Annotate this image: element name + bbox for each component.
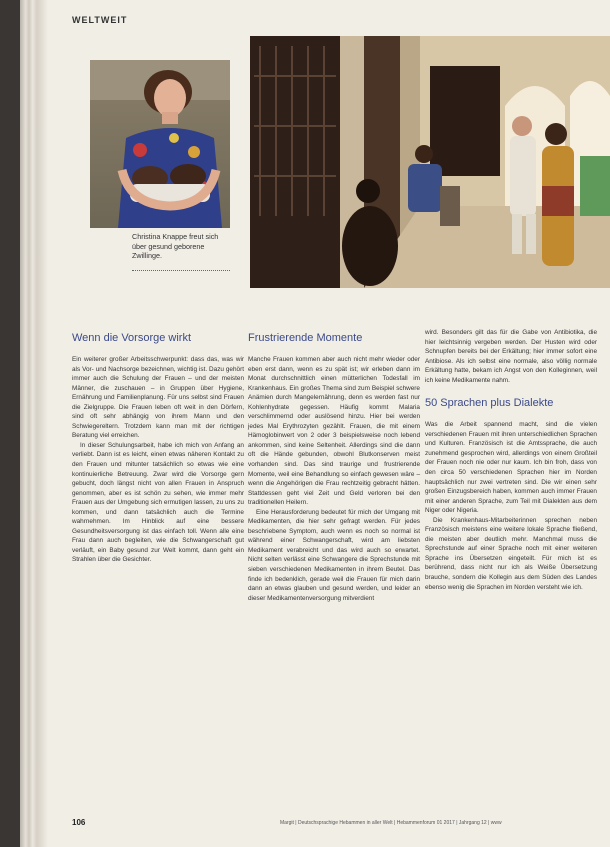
caption-divider	[132, 270, 230, 271]
paragraph: In dieser Schulungsarbeit, habe ich mich von Anfang an verliebt. Dann ist es leicht, einen etwas näheren Kontakt zu den Frauen und mitunter tatsächlich so etwas wie eine kontinuierliche Betreuung. Zwar wird die Vorsorge gern gebucht, doch längst nicht von allen Frauen in Anspruch genommen, aber es ist schön zu sehen, wie immer mehr Frauen aus der Umgebung sich ermutigen lassen, zu uns zu kommen, und dann tatsächlich auch die Termine wahrnehmen. Im Hinblick auf eine bessere Gesundheitsversorgung ist das einfach toll. Wenn alle eine Frau dann auch begleiten, wie die Schwangerschaft gut verläuft, ein Baby gesund zur Welt kommt, dann geht ein Strahlen über die Gesichter.	[72, 441, 244, 564]
photo-midwife-with-twins	[90, 60, 230, 228]
paragraph: Eine Herausforderung bedeutet für mich der Umgang mit Medikamenten, die hier sehr gefragt werden. Für jedes beschriebene Symptom, auch wenn es noch so normal ist während einer Schwangerschaft, wird am liebsten Medikament verabreicht und das wird auch so erwartet. Nicht selten verlässt eine Schwangere die Sprechstunde mit sieben verschiedenen Medikamenten in ihrem Beutel. Das finde ich bedenklich, gerade weil die Frauen für mich darin dann an etwas glauben und gesund werden, und leider an dieser Medikamentenversorgung mitverdient	[248, 508, 420, 602]
magazine-page	[20, 0, 610, 847]
stacked-page-edges	[20, 0, 48, 847]
paragraph: Was die Arbeit spannend macht, sind die vielen verschiedenen Frauen mit ihren unterschiedlichen Sprachen und Kulturen. Französisch ist die Amtssprache, die auch zunehmend gesprochen wird, allerdings von einem Großteil der Frauen noch nie oder nur kaum. Ich bin froh, dass von den circa 50 verschiedenen Sprachen hier im Norden hauptsächlich nur zwei vertreten sind. Die wir einen sehr großen Einzugsbereich haben, kommen auch immer Frauen mit einer anderen Sprache, zum Teil mit Dialekten aus dem Niger oder Nigeria.	[425, 421, 597, 515]
text-column-left	[72, 332, 244, 565]
footer-credit: Margit | Deutschsprachige Hebammen in aller Welt | Hebammenforum 01 2017 | Jahrgang 12 | www	[280, 820, 502, 826]
text-column-middle	[248, 332, 420, 603]
paragraph: Ein weiterer großer Arbeitsschwerpunkt: dass das, was wir als Vor- und Nachsorge bezeichnen, wichtig ist. Dazu gehört immer auch die Schulung der Frauen – und der meisten Männer, die zuschauen – in Gruppen über Hygiene, Ernährung und Familienplanung. Für uns selbst sind Frauen die Zielgruppe. Die Frauen leben oft weit in den Dörfern, sind oft sehr abhängig von ihrem Mann und den Schwiegereltern. Trotzdem kann man mit der richtigen Beratung viel erreichen.	[72, 356, 244, 440]
page-number: 106	[72, 818, 86, 827]
paragraph: wird. Besonders gilt das für die Gabe von Antibiotika, die hier leichtsinnig vergeben werden. Der Husten wird oder Schnupfen bereits bei der Erkältung; hier immer sofort eine Antibiose. Als ich selbst eine normale, also völlig normale Erkältung hatte, bekam ich Angst von den Kolleginnen, weil ich keine Medikamente nahm.	[425, 329, 597, 384]
paragraph: Die Krankenhaus-Mitarbeiterinnen sprechen neben Französisch meistens eine weitere lokale Sprache fließend, die meisten aber deutlich mehr. Manchmal muss die Sprechstunde auf einer Sprache noch mit einer weiteren Sprache ins Übersetzen eingeteilt. Für mich ist es berührend, dass nicht nur ich als Weiße Übersetzung brauche, sondern die Kollegin aus dem Süden des Landes ebenso wenig die Sprachen im Norden versteht wie ich.	[425, 516, 597, 591]
text-column-right	[425, 328, 597, 592]
corridor-photo-illustration	[250, 36, 610, 288]
midwife-photo-illustration	[90, 60, 230, 228]
photo-caption: Christina Knappe freut sich über gesund geborene Zwillinge.	[132, 232, 219, 260]
heading-frustrierende-momente: Frustrierende Momente	[248, 332, 363, 344]
photo-hospital-corridor	[250, 36, 610, 288]
heading-50-sprachen: 50 Sprachen plus Dialekte	[425, 397, 554, 410]
paragraph: Manche Frauen kommen aber auch nicht mehr wieder oder eben erst dann, wenn es zu spät ist; wir erleben dann im Monat durchschnittlich einen mütterlichen Todesfall im Krankenhaus. Ein großes Thema sind zum Beispiel schwere Anämien durch Mangelernährung, denn es werden fast nur Kohlenhydrate gegessen. Häufig kommt Malaria verschlimmernd oder auslösend hinzu. Hier bei werden jedes Mal Erythrozyten gezählt. Frauen, die mit einem Hämoglobinwert von 2 oder 3 beispielsweise noch lebend ankommen, sind keine Seltenheit. Allerdings sind die dann oft die Hände gebunden, obwohl Blutkonserven meist vorhanden sind. Das sind traurige und frustrierende Momente, weil eine Behandlung so einfach gewesen wäre – wenn die Angehörigen die Frau rechtzeitig gebracht hätten. Stattdessen geht viel Zeit und Geld verloren bei den traditionellen Heilern.	[248, 356, 420, 507]
section-label: WELTWEIT	[72, 15, 128, 25]
heading-vorsorge: Wenn die Vorsorge wirkt	[72, 332, 192, 344]
